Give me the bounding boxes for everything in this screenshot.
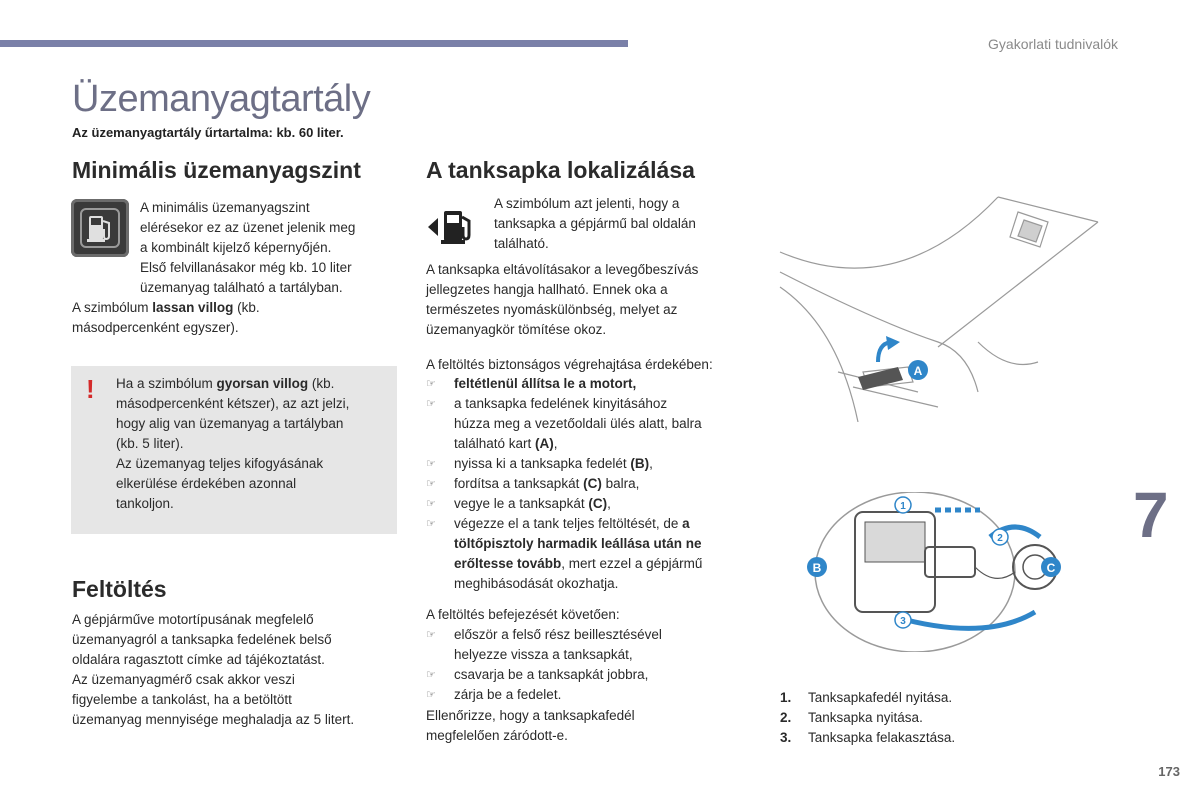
chapter-number: 7 (1133, 479, 1169, 551)
text-part: Ha a szimbólum (116, 376, 217, 391)
text-part: a tanksapka fedelének kinyitásához (454, 396, 668, 411)
hand-bullet-icon: ☞ (426, 398, 436, 410)
alert-line: tankoljon. (116, 496, 174, 511)
list-item (426, 514, 762, 594)
check-text (426, 706, 766, 746)
legend-item (780, 708, 1040, 728)
text-bold: (B) (630, 456, 650, 471)
list-item (426, 685, 762, 705)
text-bold: lassan villog (152, 300, 234, 315)
alert-line: (kb. 5 liter). (116, 436, 184, 451)
hand-bullet-icon: ☞ (426, 669, 436, 681)
after-intro (426, 605, 766, 625)
fuel-left-side-icon (426, 205, 484, 247)
text-part: csavarja be a tanksapkát jobbra, (454, 667, 649, 682)
after-steps (426, 625, 762, 705)
text-part: zárja be a fedelet. (454, 687, 562, 702)
legend-text: Tanksapkafedél nyitása. (808, 690, 953, 705)
warning-exclamation-icon: ! (86, 374, 95, 404)
refill-line: üzemanyag mennyisége meghaladja az 5 litert. (72, 712, 355, 727)
text-part: nyissa ki a tanksapka fedelét (454, 456, 631, 471)
text-part: (kb. (233, 300, 260, 315)
tank-capacity: Az üzemanyagtartály űrtartalma: kb. 60 liter. (72, 125, 344, 140)
refill-line: Az üzemanyagmérő csak akkor veszi (72, 672, 295, 687)
safety-intro-text: A feltöltés biztonságos végrehajtása érdekében: (426, 357, 713, 372)
legend-text: Tanksapka nyitása. (808, 710, 923, 725)
text-bold: erőltesse tovább (454, 556, 562, 571)
callout-3: 3 (900, 616, 906, 627)
text-bold: (C) (588, 496, 608, 511)
hand-bullet-icon: ☞ (426, 629, 436, 641)
alert-line (116, 374, 384, 394)
slow-blink-line: másodpercenként egyszer). (72, 320, 239, 335)
list-item (426, 454, 762, 474)
header-accent-bar (0, 40, 628, 47)
min-level-line: üzemanyag található a tartályban. (140, 280, 343, 295)
min-level-heading: Minimális üzemanyagszint (72, 157, 361, 183)
text-bold: a (682, 516, 690, 531)
refill-line: oldalára ragasztott címke ad tájékoztatást. (72, 652, 325, 667)
legend-text: Tanksapka felakasztása. (808, 730, 956, 745)
text-part: , (553, 436, 558, 451)
lever-diagram (778, 192, 1108, 422)
symbol-line: található. (494, 236, 549, 251)
text-part: A szimbólum (72, 300, 153, 315)
removal-text (426, 260, 766, 340)
hand-bullet-icon: ☞ (426, 498, 436, 510)
legend-num: 3. (780, 730, 792, 745)
legend-item (780, 728, 1040, 748)
after-intro-text: A feltöltés befejezését követően: (426, 607, 620, 622)
list-item (426, 494, 762, 514)
text-part: (kb. (308, 376, 335, 391)
diagram-legend (780, 688, 1040, 748)
text-bold: feltétlenül állítsa le a motort, (454, 376, 637, 391)
list-item (426, 474, 762, 494)
callout-a: A (913, 364, 923, 378)
removal-line: üzemanyagkör tömítése okoz. (426, 322, 607, 337)
refill-text (72, 610, 402, 730)
hand-bullet-icon: ☞ (426, 478, 436, 490)
text-part: vegye le a tanksapkát (454, 496, 589, 511)
refill-line: üzemanyagról a tanksapka fedelének belső (72, 632, 332, 647)
alert-line: hogy alig van üzemanyag a tartályban (116, 416, 344, 431)
alert-line: másodpercenként kétszer), az azt jelzi, (116, 396, 350, 411)
hand-bullet-icon: ☞ (426, 378, 436, 390)
text-part: található kart (454, 436, 536, 451)
refill-line: A gépjárműve motortípusának megfelelő (72, 612, 314, 627)
refill-line: figyelembe a tankolást, ha a betöltött (72, 692, 292, 707)
page-number: 173 (1158, 764, 1180, 779)
text-bold: (C) (583, 476, 602, 491)
text-bold: gyorsan villog (216, 376, 309, 391)
legend-num: 2. (780, 710, 792, 725)
page-title: Üzemanyagtartály (72, 78, 371, 120)
hand-bullet-icon: ☞ (426, 689, 436, 701)
text-part: fordítsa a tanksapkát (454, 476, 584, 491)
min-level-text (140, 198, 400, 298)
removal-line: természetes nyomáskülönbség, melyet az (426, 302, 678, 317)
text-part: végezze el a tank teljes feltöltését, de (454, 516, 683, 531)
symbol-line: A szimbólum azt jelenti, hogy a (494, 196, 680, 211)
text-part: balra, (601, 476, 640, 491)
min-level-line: a kombinált kijelző képernyőjén. (140, 240, 332, 255)
safety-intro (426, 355, 766, 375)
removal-line: jellegzetes hangja hallható. Ennek oka a (426, 282, 668, 297)
list-item (426, 374, 762, 394)
text-bold: töltőpisztoly harmadik leállása után ne (454, 536, 702, 551)
alert-line: elkerülése érdekében azonnal (116, 476, 297, 491)
fuel-gauge-icon (71, 199, 129, 257)
text-part: először a felső rész beillesztésével (454, 627, 662, 642)
callout-c: C (1046, 561, 1056, 575)
text-part: húzza meg a vezetőoldali ülés alatt, balra (454, 416, 702, 431)
callout-b: B (812, 561, 822, 575)
list-item (426, 625, 762, 665)
symbol-line: tanksapka a gépjármű bal oldalán (494, 216, 696, 231)
tank-heading: A tanksapka lokalizálása (426, 157, 695, 183)
hand-bullet-icon: ☞ (426, 518, 436, 530)
text-part: , (649, 456, 653, 471)
list-item (426, 394, 762, 454)
hand-bullet-icon: ☞ (426, 458, 436, 470)
section-name: Gyakorlati tudnivalók (988, 36, 1118, 52)
min-level-line: elérésekor ez az üzenet jelenik meg (140, 220, 356, 235)
legend-num: 1. (780, 690, 792, 705)
check-line: Ellenőrizze, hogy a tanksapkafedél (426, 708, 635, 723)
legend-item (780, 688, 1040, 708)
text-part: meghibásodását okozhatja. (454, 576, 619, 591)
refill-heading: Feltöltés (72, 576, 167, 602)
symbol-text (494, 194, 734, 254)
text-part: , (607, 496, 611, 511)
cap-diagram (805, 492, 1075, 652)
callout-1: 1 (900, 501, 906, 512)
safety-steps (426, 374, 762, 594)
removal-line: A tanksapka eltávolításakor a levegőbeszívás (426, 262, 699, 277)
text-part: , mert ezzel a gépjármű (561, 556, 703, 571)
alert-line: Az üzemanyag teljes kifogyásának (116, 456, 324, 471)
alert-text (116, 374, 384, 514)
text-bold: (A) (535, 436, 554, 451)
callout-2: 2 (997, 533, 1003, 544)
min-level-line: Első felvillanásakor még kb. 10 liter (140, 260, 352, 275)
slow-blink-line (72, 298, 402, 318)
check-line: megfelelően záródott-e. (426, 728, 568, 743)
slow-blink-text (72, 298, 402, 338)
text-part: helyezze vissza a tanksapkát, (454, 647, 633, 662)
list-item (426, 665, 762, 685)
min-level-line: A minimális üzemanyagszint (140, 200, 310, 215)
